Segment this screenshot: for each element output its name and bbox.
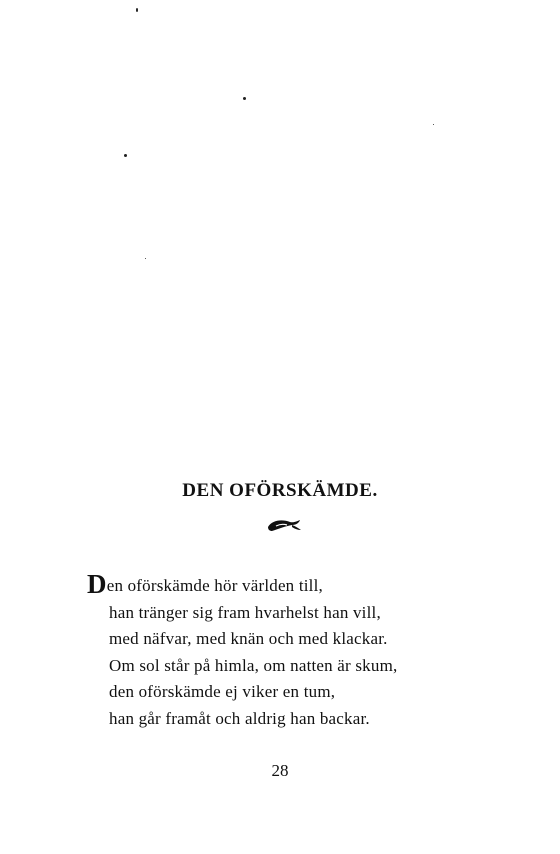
print-speck [145,258,146,259]
fleuron-icon [266,517,304,533]
poem-line: med näfvar, med knän och med klackar. [109,629,388,648]
poem-line [87,569,487,600]
poem-line: han går framåt och aldrig han backar. [109,708,370,728]
print-speck [433,124,434,125]
first-line-text: en oförskämde hör världen till, [106,576,323,595]
print-speck [243,97,246,100]
poem-line: den oförskämde ej viker en tum, [109,682,336,701]
poem-stanza [87,569,487,732]
print-speck [136,8,138,12]
page-number: 28 [271,761,289,780]
print-speck [124,154,127,157]
poem-line: han tränger sig fram hvarhelst han vill, [109,602,381,622]
poem-line: Om sol står på himla, om natten är skum, [109,655,398,675]
poem-title: DEN OFÖRSKÄMDE. [182,480,378,501]
drop-cap: D [87,569,107,599]
